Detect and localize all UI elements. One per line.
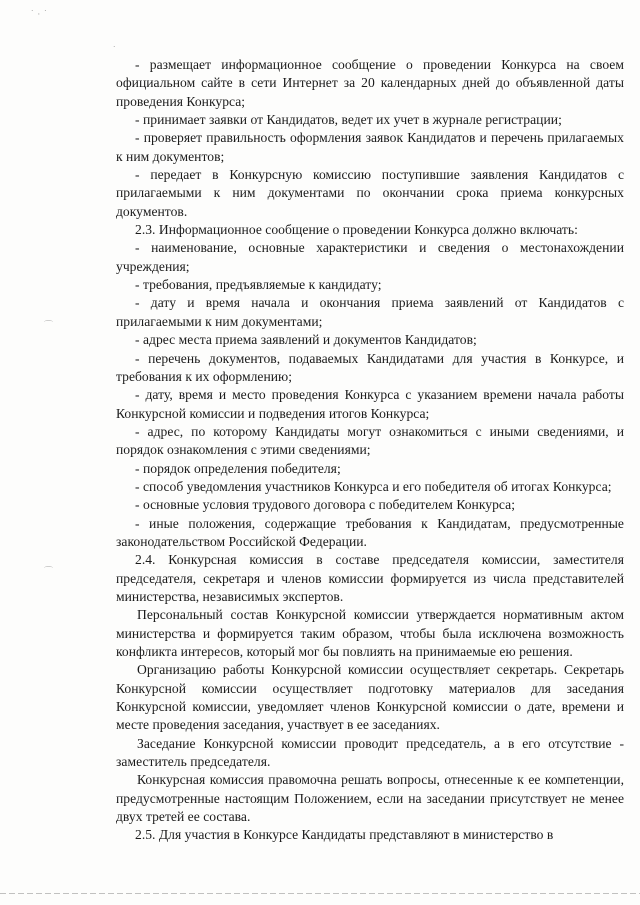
- scan-artifact-mark: ⌒: [44, 567, 54, 577]
- scan-artifact-mark: ⌒: [44, 321, 54, 331]
- body-paragraph: Персональный состав Конкурсной комиссии утверждается нормативным актом министерства и формируется таким образом, чтобы была исключена возможность конфликта интересов, который мог бы повлиять на принимаемые ею решения.: [116, 607, 624, 659]
- scan-bottom-edge: [0, 893, 640, 894]
- list-item-paragraph: - проверяет правильность оформления заявок Кандидатов и перечень прилагаемых к ним документов;: [116, 130, 624, 164]
- list-item-paragraph: - наименование, основные характеристики и сведения о местонахождении учреждения;: [116, 240, 624, 274]
- document-body: [116, 56, 624, 845]
- list-item-paragraph: - порядок определения победителя;: [135, 460, 341, 476]
- list-item-paragraph: - иные положения, содержащие требования к Кандидатам, предусмотренные законодательством Российской Федерации.: [116, 515, 624, 549]
- list-item-paragraph: - адрес, по которому Кандидаты могут ознакомиться с иными сведениями, и порядок ознакомления с этими сведениями;: [116, 423, 624, 458]
- scan-artifact-mark: ˙: [112, 46, 117, 56]
- list-item-paragraph: - способ уведомления участников Конкурса и его победителя об итогах Конкурса;: [135, 478, 612, 494]
- list-item-paragraph: - размещает информационное сообщение о проведении Конкурса на своем официальном сайте в сети Интернет за 20 календарных дней до объявленной даты проведения Конкурса;: [116, 57, 624, 109]
- list-item-paragraph: - адрес места приема заявлений и документов Кандидатов;: [135, 332, 477, 348]
- list-item-paragraph: - принимает заявки от Кандидатов, ведет их учет в журнале регистрации;: [135, 112, 562, 128]
- body-paragraph: Организацию работы Конкурсной комиссии осуществляет секретарь. Секретарь Конкурсной комиссии осуществляет подготовку материалов для заседания Конкурсной комиссии, уведомляет членов Конкурсной комиссии о дате, времени и месте проведения заседания, участвует в ее заседаниях.: [116, 662, 624, 733]
- list-item-paragraph: - основные условия трудового договора с победителем Конкурса;: [135, 497, 515, 513]
- section-paragraph: 2.5. Для участия в Конкурсе Кандидаты представляют в министерство в: [135, 827, 554, 843]
- list-item-paragraph: - дату, время и место проведения Конкурса с указанием времени начала работы Конкурсной комиссии и подведения итогов Конкурса;: [116, 387, 624, 421]
- list-item-paragraph: - дату и время начала и окончания приема заявлений от Кандидатов с прилагаемыми к ним документами;: [116, 295, 624, 329]
- list-item-paragraph: - требования, предъявляемые к кандидату;: [135, 277, 382, 293]
- body-paragraph: Заседание Конкурсной комиссии проводит председатель, а в его отсутствие - заместитель председателя.: [116, 735, 624, 770]
- section-paragraph: 2.3. Информационное сообщение о проведении Конкурса должно включать:: [135, 222, 578, 238]
- list-item-paragraph: - передает в Конкурсную комиссию поступившие заявления Кандидатов с прилагаемыми к ним документами по окончании срока приема конкурсных документов.: [116, 167, 624, 219]
- scan-artifact-mark: ˙ · ˙: [30, 10, 48, 20]
- body-paragraph: Конкурсная комиссия правомочна решать вопросы, отнесенные к ее компетенции, предусмотренные настоящим Положением, если на заседании присутствует не менее двух третей ее состава.: [116, 772, 624, 825]
- list-item-paragraph: - перечень документов, подаваемых Кандидатами для участия в Конкурсе, и требования к их оформлению;: [116, 350, 624, 384]
- section-paragraph: 2.4. Конкурсная комиссия в составе председателя комиссии, заместителя председателя, секретаря и членов комиссии формируется из числа представителей министерства, независимых экспертов.: [116, 552, 624, 604]
